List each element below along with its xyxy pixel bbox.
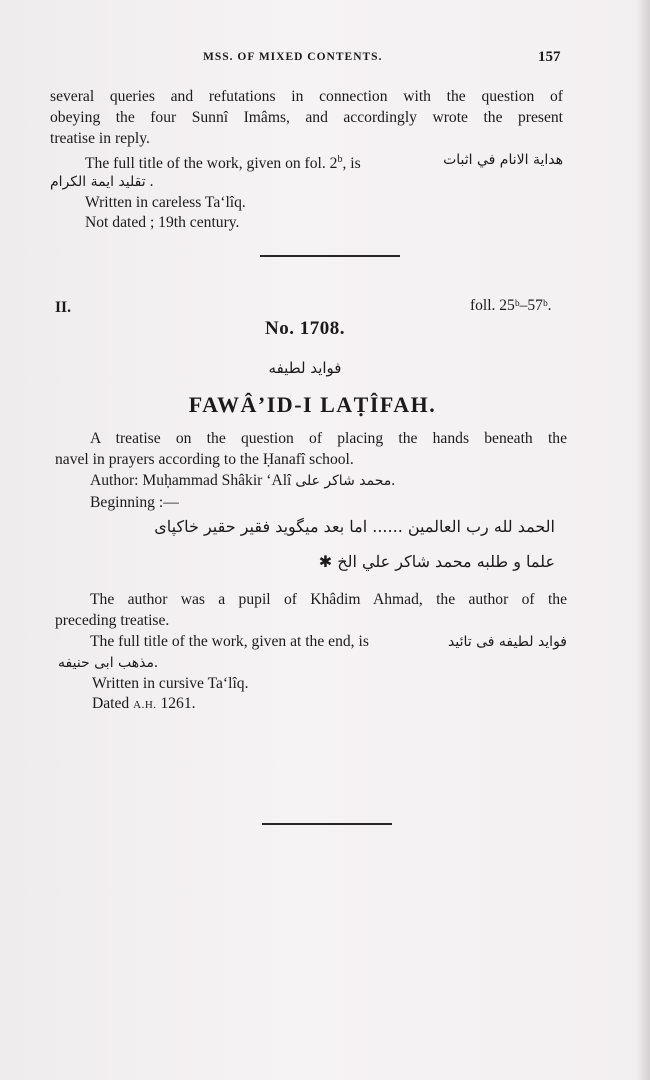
section-divider-rule xyxy=(260,255,400,257)
page-number: 157 xyxy=(538,49,561,65)
page-header xyxy=(0,49,650,69)
full-title-arabic-1: فواید لطيفه فی تائيد xyxy=(448,634,567,650)
beginning-label: Beginning :— xyxy=(90,494,179,511)
script-note: Written in cursive Ta‘lîq. xyxy=(92,675,249,692)
prev-text-line-1: several queries and refutations in connection with the question of xyxy=(50,88,563,105)
prev-full-title-prefix: The full title of the work, given on fol. 2 xyxy=(85,155,338,173)
description-line-2: navel in prayers according to the Ḥanafî school. xyxy=(55,451,354,468)
prev-full-title-arabic-1: هداية الانام في اثبات xyxy=(443,152,563,168)
section-numeral: II. xyxy=(55,299,71,316)
date-year: 1261. xyxy=(160,695,196,712)
full-title-text: The full title of the work, given at the end, is xyxy=(90,633,369,650)
prev-full-title-end: . xyxy=(149,173,154,190)
entry-number: No. 1708. xyxy=(265,318,345,339)
prev-full-title-arabic-2: تقليد ايمة الكرام xyxy=(50,174,146,190)
date-note xyxy=(92,694,196,715)
author-line xyxy=(90,471,395,491)
date-era: A.H. xyxy=(133,699,157,711)
end-divider-rule xyxy=(262,823,392,825)
prev-full-title-line-2 xyxy=(50,172,153,192)
folio-range: foll. 25ᵇ–57ᵇ. xyxy=(470,297,552,314)
full-title-line-2 xyxy=(58,653,158,673)
prev-script-note: Written in careless Ta‘lîq. xyxy=(85,194,246,211)
author-end: . xyxy=(391,472,396,489)
full-title-arabic-2: مذهب ابی حنيفه xyxy=(58,655,155,671)
pupil-line-2: preceding treatise. xyxy=(55,612,170,629)
pupil-line-1: The author was a pupil of Khâdim Ahmad, the author of the xyxy=(90,591,567,608)
author-label: Author: Muḥammad Shâkir ‘Alî xyxy=(90,472,292,489)
full-title-end: . xyxy=(154,654,158,671)
prev-date-note: Not dated ; 19th century. xyxy=(85,214,240,231)
full-title-line xyxy=(90,632,567,652)
running-head: MSS. OF MIXED CONTENTS. xyxy=(203,51,383,63)
beginning-arabic-line-2: علما و طلبه محمد شاکر علي الخ ✱ xyxy=(318,552,555,571)
prev-full-title-mid: , is xyxy=(342,155,361,173)
prev-full-title-line xyxy=(85,150,563,174)
beginning-arabic-line-1: الحمد لله رب العالمين ...... اما بعد ميگويد فقير حقير خاکپای xyxy=(154,517,555,536)
prev-text-line-2: obeying the four Sunnî Imâms, and accordingly wrote the present xyxy=(50,109,563,126)
prev-text-line-3: treatise in reply. xyxy=(50,130,150,147)
prev-full-title-sup: b xyxy=(337,154,343,165)
title-english: FAWÂ’ID-I LAṬÎFAH. xyxy=(188,392,437,417)
author-arabic: محمد شاکر علی xyxy=(295,473,392,489)
date-prefix: Dated xyxy=(92,695,130,712)
description-line-1: A treatise on the question of placing the hands beneath the xyxy=(90,430,567,447)
title-arabic: فواید لطیفه xyxy=(268,359,342,377)
